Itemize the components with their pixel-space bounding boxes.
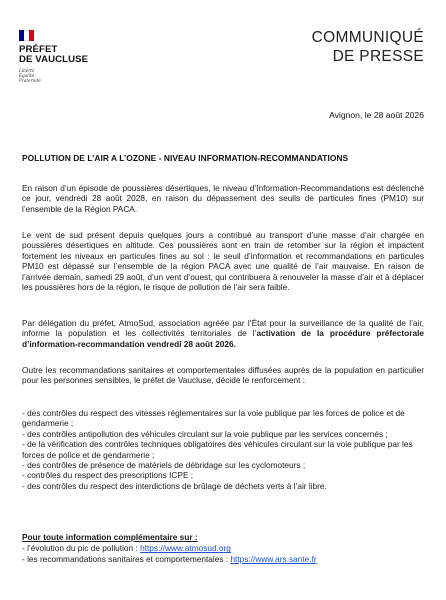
atmosud-link[interactable]: https://www.atmosud.org — [140, 543, 231, 554]
delegation-text: Par délégation du préfet, AtmoSud, association agréée par l’État pour la surveillance de la qualité de l’air, informe la population et les collectivités territoriales de l’ — [22, 318, 424, 339]
list-item: - des contrôles de présence de matériels de débridage sur les cyclomoteurs ; — [22, 460, 306, 471]
ars-link[interactable]: https://www.ars.sante.fr — [230, 553, 317, 564]
list-item: - des contrôles antipollution des véhicules circulant sur la voie publique par les services concernés ; — [22, 428, 388, 439]
info-line-health — [22, 554, 424, 564]
date-line: Avignon, le 28 août 2026 — [329, 110, 424, 120]
info-health-label: - les recommandations sanitaires et comportementales : — [22, 553, 231, 564]
list-item: - des contrôles du respect des vitesses réglementaires sur la voie publique par les forces de police et de gendarmerie ; — [22, 408, 405, 429]
page-title: POLLUTION DE L’AIR A L’OZONE - NIVEAU INFORMATION-RECOMMANDATIONS — [22, 153, 349, 163]
communique-line2: DE PRESSE — [332, 48, 424, 65]
motto — [19, 68, 129, 83]
info-pollution-label: - l’évolution du pic de pollution : — [22, 543, 141, 554]
communique-heading — [312, 28, 424, 66]
french-flag-icon — [19, 30, 34, 41]
paragraph-reinforcement: Outre les recommandations sanitaires et comportementales diffusées auprès de la population en particulier pour les personnes sensibles, le préfet de Vaucluse, décide le renforcement : — [22, 365, 424, 386]
motto-fraternite: Fraternité — [19, 78, 41, 83]
vaucluse-label: DE VAUCLUSE — [19, 54, 89, 65]
motto-egalite: Égalité — [19, 73, 35, 78]
prefecture-logo — [19, 30, 129, 83]
list-item: - des contrôles du respect des interdictions de brûlage de déchets verts à l’air libre. — [22, 480, 327, 491]
paragraph-intro: En raison d’un épisode de poussières désertiques, le niveau d’Information-Recommandations est déclenché ce jour, vendredi 28 août 2028, en raison du dépassement des seuils de particules fines (PM10) sur l’ensemble de la Région PACA. — [22, 183, 424, 214]
paragraph-delegation — [22, 318, 424, 349]
info-line-pollution — [22, 543, 424, 553]
procedure-activation-text: activation de la procédure préfectorale d’information-recommandation vendredi 28 août 2026. — [22, 328, 424, 349]
info-section — [22, 532, 424, 564]
measures-list — [22, 408, 424, 491]
list-item: - de la vérification des contrôles techniques obligatoires des véhicules circulant sur la voie publique par les forces de police et de gendarmerie ; — [22, 439, 413, 460]
motto-liberte: Liberté — [19, 68, 35, 73]
list-item: - contrôles du respect des prescriptions ICPE ; — [22, 470, 194, 481]
paragraph-context: Le vent de sud présent depuis quelques jours a contribué au transport d’une masse d’air chargée en poussières désertiques en altitude. Ces poussières sont en train de retomber sur la région et impactent fortement les niveaux en particules fines au sol : le seuil d’information et recommandations en particules PM10 est dépassé sur l’ensemble de la région PACA avec une qualité de l’air mauvaise. En raison de l’arrivée demain, samedi 29 août, d’un vent d’ouest, qui contribuera à renouveler la masse d’air et à déplacer les poussières hors de la région, le risque de pollution de l’air sera faible. — [22, 230, 424, 293]
communique-line1: COMMUNIQUÉ — [311, 29, 424, 46]
prefet-label: PRÉFET — [19, 44, 58, 55]
info-title: Pour toute information complémentaire sur : — [22, 532, 198, 542]
